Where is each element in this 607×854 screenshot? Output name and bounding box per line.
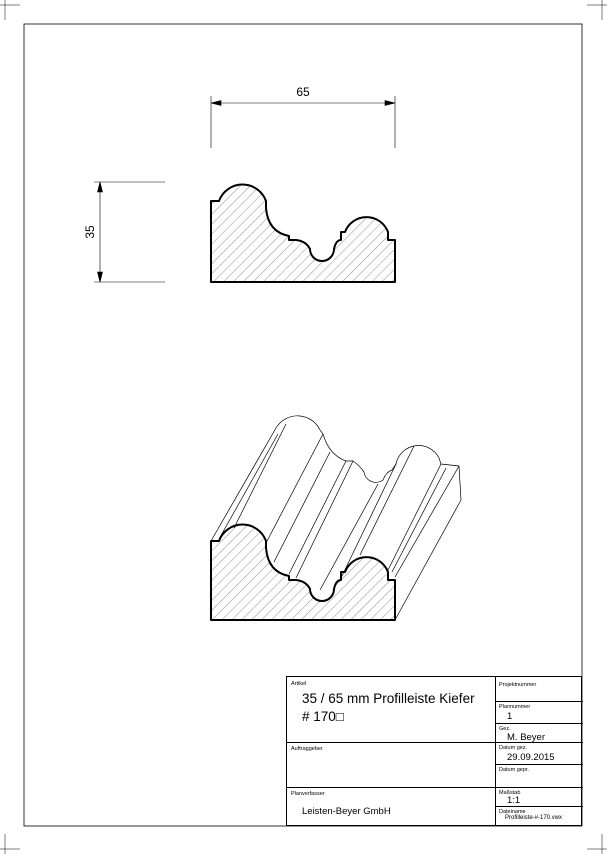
dateiname-value: Profilleiste-#-170.vwx <box>505 815 563 821</box>
massstab-value: 1:1 <box>507 795 521 806</box>
artikel-title-line2: # 170□ <box>302 709 344 724</box>
plannummer-value: 1 <box>507 711 513 722</box>
gez-value: M. Beyer <box>507 732 546 743</box>
plannummer-label: Plannummer <box>499 704 531 710</box>
gez-label: Gez. <box>499 726 511 732</box>
datum-gez-value: 29.09.2015 <box>507 752 555 763</box>
datum-gepr-label: Datum gepr. <box>499 767 529 773</box>
isometric-front-face <box>211 525 395 620</box>
isometric-cross-section <box>211 525 395 620</box>
back-profile-contour <box>276 416 461 500</box>
width-dimension <box>211 96 395 148</box>
projektnummer-label: Projektnummer <box>499 682 537 688</box>
artikel-title-line1: 35 / 65 mm Profilleiste Kiefer <box>302 691 475 706</box>
planverfasser-label: Planverfasser <box>291 791 325 797</box>
planverfasser-value: Leisten-Beyer GmbH <box>302 806 391 817</box>
datum-gez-label: Datum gez. <box>499 745 528 751</box>
height-dimension-label: 35 <box>83 225 97 239</box>
dateiname-label: Dateiname <box>499 809 526 815</box>
height-dimension <box>94 182 165 282</box>
title-block <box>286 676 582 826</box>
profile-cross-section <box>211 185 395 282</box>
profile-section <box>211 185 395 282</box>
auftraggeber-label: Auftraggeber <box>291 746 323 752</box>
width-dimension-label: 65 <box>296 85 310 99</box>
massstab-label: Maßstab <box>499 790 521 796</box>
artikel-label: Artikel <box>291 681 307 687</box>
